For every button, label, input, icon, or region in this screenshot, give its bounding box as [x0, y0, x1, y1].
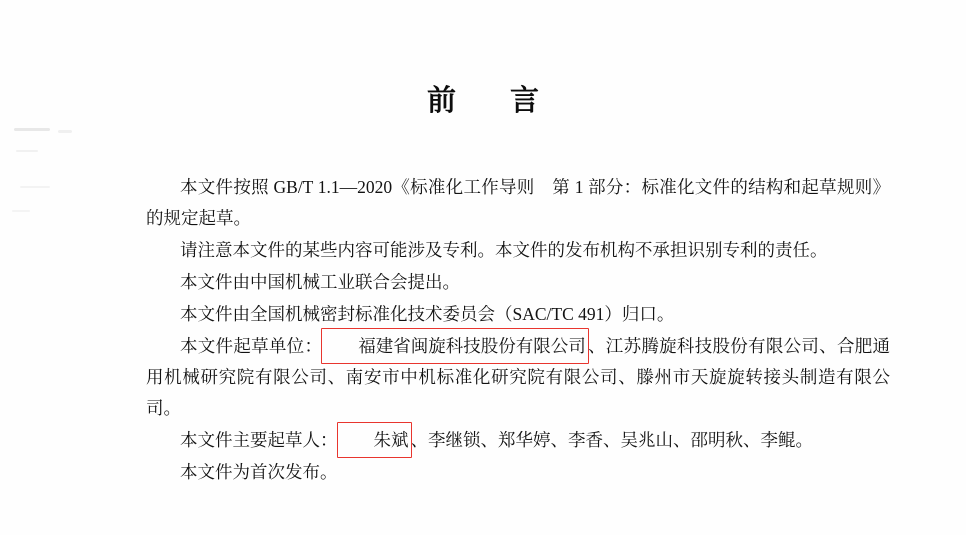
text-run: 、江苏腾旋科技股份有限公司、合肥通用机械研究院有限公司、南安市中机标准化研究院有限公司、滕州市天旋旋转接头制造有限公司。 [146, 336, 891, 418]
paragraph [146, 172, 890, 234]
paragraph [146, 457, 890, 488]
text-run: 、李继锁、郑华婷、李香、吴兆山、邵明秋、李鲲。 [410, 430, 813, 450]
text-run: 本文件主要起草人： [180, 430, 338, 450]
highlight-annotation: 福建省闽旋科技股份有限公司 [322, 331, 588, 362]
paragraph [146, 235, 890, 266]
paragraph [146, 425, 890, 456]
text-run: 本文件为首次发布。 [180, 462, 338, 482]
paragraph [146, 267, 890, 298]
text-run: 本文件由中国机械工业联合会提出。 [180, 272, 460, 292]
highlight-annotation: 朱斌 [338, 425, 411, 456]
paragraph [146, 299, 890, 330]
scan-artifact [14, 128, 50, 131]
text-run: 本文件起草单位： [180, 336, 323, 356]
paragraph [146, 331, 890, 424]
scan-artifact [20, 186, 50, 188]
text-run: 本文件按照 GB/T 1.1—2020《标准化工作导则 第 1 部分：标准化文件的结构和起草规则》的规定起草。 [146, 177, 890, 228]
scan-artifact [58, 130, 72, 133]
text-run: 请注意本文件的某些内容可能涉及专利。本文件的发布机构不承担识别专利的责任。 [180, 240, 828, 260]
text-run: 本文件由全国机械密封标准化技术委员会（SAC/TC 491）归口。 [180, 304, 675, 324]
document-body [146, 172, 890, 488]
scan-artifact [12, 210, 30, 212]
scan-artifact [16, 150, 38, 152]
page-title: 前 言 [426, 83, 562, 117]
